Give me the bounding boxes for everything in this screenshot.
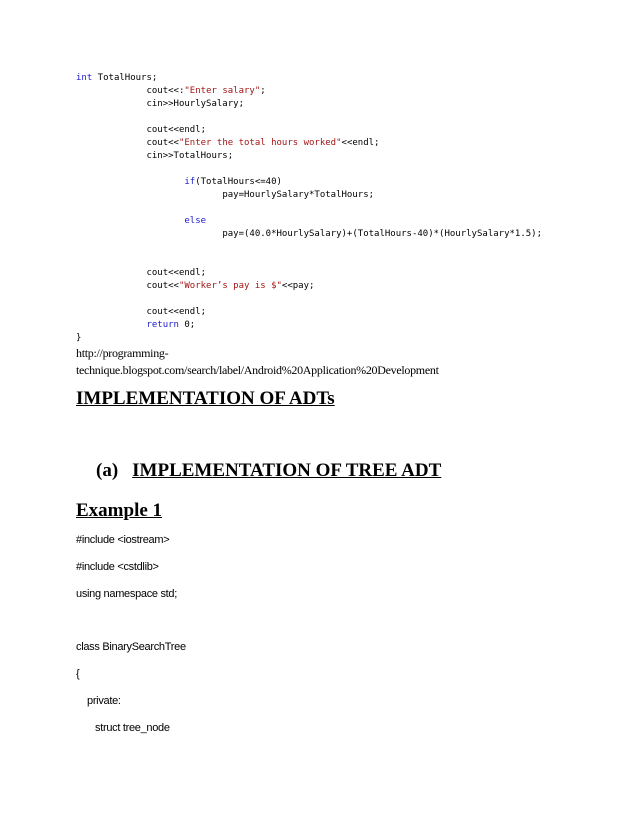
code-block: int TotalHours; cout<<:"Enter salary"; cin>>HourlySalary; cout<<endl; cout<<"Enter the total hours worked"<<endl; cin>>TotalHours; if(TotalHours<=40) pay=HourlySalary*TotalHours; else pay=(40.0*HourlySalary)+(TotalHours-40)*(HourlySalary*1.5); cout<<endl; cout<<"Worker’s pay is $"<<pay; cout<<endl; return 0; } bbox=[76, 73, 543, 343]
code-line-struct: struct tree_node bbox=[95, 722, 170, 734]
code-string: "Enter the total hours worked" bbox=[178, 138, 342, 148]
code-line-open-brace: { bbox=[76, 668, 80, 680]
code-keyword: int bbox=[76, 73, 93, 83]
code-line-include-iostream: #include <iostream> bbox=[76, 534, 170, 546]
code-string: "Worker’s pay is $" bbox=[178, 281, 282, 291]
code-line-class-declaration: class BinarySearchTree bbox=[76, 641, 186, 653]
section-heading: IMPLEMENTATION OF ADTs bbox=[76, 388, 335, 409]
subsection-label: (a) bbox=[96, 460, 119, 481]
source-url bbox=[76, 345, 439, 379]
code-keyword: return bbox=[146, 320, 179, 330]
code-line-using-namespace: using namespace std; bbox=[76, 588, 178, 600]
source-url-line-2: technique.blogspot.com/search/label/Android%20Application%20Development bbox=[76, 363, 439, 377]
code-keyword: if bbox=[184, 177, 196, 187]
subsection-title: IMPLEMENTATION OF TREE ADT bbox=[132, 460, 442, 481]
source-url-line-1: http://programming- bbox=[76, 346, 169, 360]
code-line-private: private: bbox=[87, 695, 121, 707]
subsection-heading bbox=[96, 460, 441, 482]
code-keyword: else bbox=[184, 216, 207, 226]
code-string: "Enter salary" bbox=[184, 86, 261, 96]
example-heading: Example 1 bbox=[76, 500, 163, 521]
code-line-include-cstdlib: #include <cstdlib> bbox=[76, 561, 159, 573]
